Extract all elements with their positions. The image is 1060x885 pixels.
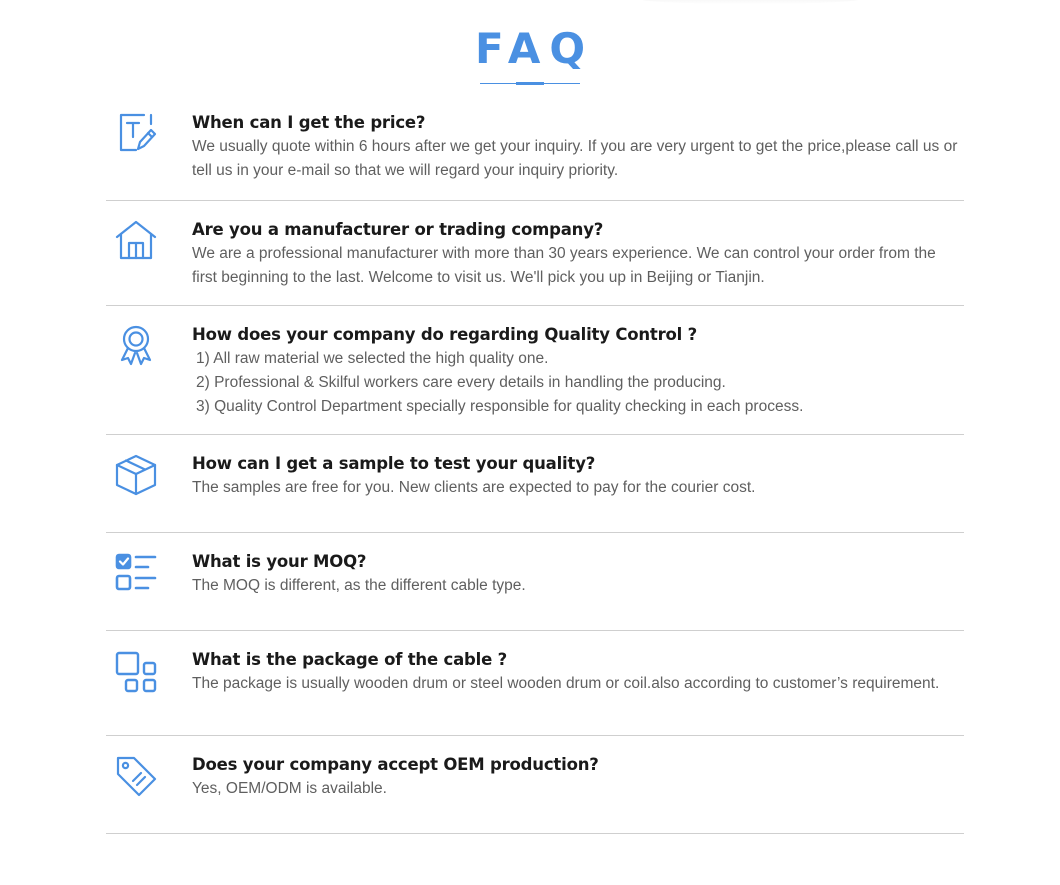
faq-item-quality-control	[106, 306, 964, 435]
faq-question: Does your company accept OEM production?	[192, 755, 599, 774]
faq-item-price	[106, 98, 964, 201]
faq-answer: The MOQ is different, as the different cable type.	[192, 577, 526, 594]
box-package-icon	[114, 453, 158, 497]
faq-answer-line: 3) Quality Control Department specially responsible for quality checking in each process.	[196, 398, 804, 415]
faq-answer-line: 2) Professional & Skilful workers care every details in handling the producing.	[196, 374, 726, 391]
decorative-shadow	[640, 0, 860, 4]
faq-answer-line: 1) All raw material we selected the high quality one.	[196, 350, 549, 367]
faq-item-package	[106, 631, 964, 736]
faq-item-oem	[106, 736, 964, 834]
faq-question: How can I get a sample to test your quality?	[192, 454, 596, 473]
faq-item-manufacturer	[106, 201, 964, 306]
faq-answer: The samples are free for you. New clients are expected to pay for the courier cost.	[192, 479, 756, 496]
faq-answer: We usually quote within 6 hours after we get your inquiry. If you are very urgent to get the price,please call us or tell us in your e-mail so that we will regard your inquiry priority.	[192, 138, 958, 179]
tag-label-icon	[114, 754, 158, 798]
faq-question: What is the package of the cable ?	[192, 650, 507, 669]
faq-item-moq	[106, 533, 964, 631]
faq-question: When can I get the price?	[192, 113, 426, 132]
faq-question: Are you a manufacturer or trading company?	[192, 220, 604, 239]
edit-text-icon	[114, 110, 158, 154]
page-title: FAQ	[474, 24, 595, 73]
faq-question: What is your MOQ?	[192, 552, 367, 571]
award-ribbon-icon	[114, 323, 158, 367]
faq-answer: Yes, OEM/ODM is available.	[192, 780, 387, 797]
faq-list	[106, 98, 964, 834]
house-icon	[114, 218, 158, 262]
faq-answer: We are a professional manufacturer with more than 30 years experience. We can control your order from the first beginning to the last. Welcome to visit us. We'll pick you up in Beijing or Tianjin.	[192, 245, 936, 286]
faq-answer-list	[192, 347, 964, 419]
faq-question: How does your company do regarding Quality Control ?	[192, 325, 698, 344]
faq-answer: The package is usually wooden drum or steel wooden drum or coil.also according to customer’s requirement.	[192, 675, 940, 692]
faq-item-sample	[106, 435, 964, 533]
title-underline-accent	[516, 82, 544, 85]
faq-header	[0, 24, 1060, 74]
grid-blocks-icon	[114, 650, 158, 694]
checklist-icon	[114, 551, 158, 595]
